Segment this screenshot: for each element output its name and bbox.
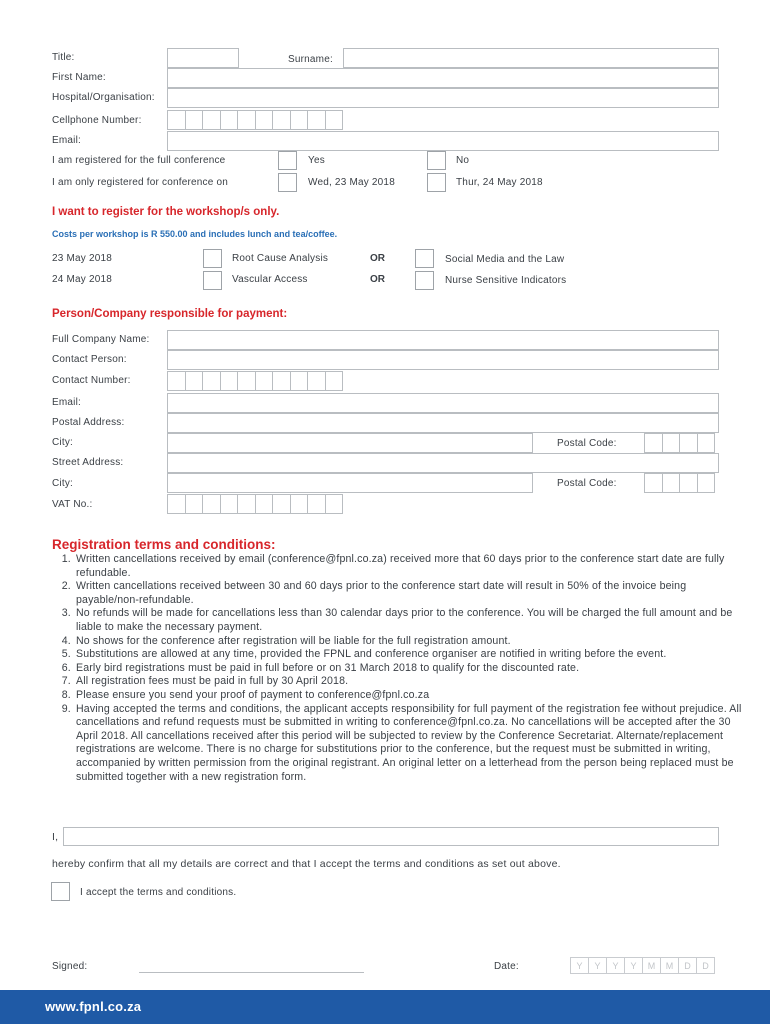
street-address-label: Street Address: xyxy=(52,457,124,468)
surname-label: Surname: xyxy=(288,54,333,65)
first-name-input[interactable] xyxy=(167,68,719,88)
workshop-costs: Costs per workshop is R 550.00 and includes lunch and tea/coffee. xyxy=(52,229,338,239)
contact-person-label: Contact Person: xyxy=(52,354,127,365)
date-cell[interactable]: D xyxy=(696,957,715,974)
vat-input[interactable] xyxy=(167,494,343,514)
workshop-social-media-checkbox[interactable] xyxy=(415,249,434,268)
workshop-root-cause-checkbox[interactable] xyxy=(203,249,222,268)
contact-person-input[interactable] xyxy=(167,350,719,370)
vat-label: VAT No.: xyxy=(52,499,93,510)
workshop-or-1: OR xyxy=(370,253,385,264)
company-label: Full Company Name: xyxy=(52,334,150,345)
postal-address-input[interactable] xyxy=(167,413,719,433)
full-conference-no-checkbox[interactable] xyxy=(427,151,446,170)
postal-address-label: Postal Address: xyxy=(52,417,125,428)
city-2-label: City: xyxy=(52,478,73,489)
postal-code-2-input[interactable] xyxy=(644,473,715,493)
payment-email-input[interactable] xyxy=(167,393,719,413)
full-conference-yes-checkbox[interactable] xyxy=(278,151,297,170)
full-conference-label: I am registered for the full conference xyxy=(52,155,226,166)
date-cell[interactable]: Y xyxy=(570,957,589,974)
payment-heading: Person/Company responsible for payment: xyxy=(52,308,288,320)
date-cell[interactable]: Y xyxy=(606,957,625,974)
company-input[interactable] xyxy=(167,330,719,350)
yes-label: Yes xyxy=(308,155,325,166)
only-conference-label: I am only registered for conference on xyxy=(52,177,229,188)
workshop-option-vascular: Vascular Access xyxy=(232,274,308,285)
date-cell[interactable]: M xyxy=(642,957,661,974)
city-2-input[interactable] xyxy=(167,473,533,493)
first-name-label: First Name: xyxy=(52,72,106,83)
i-label: I, xyxy=(52,831,59,843)
no-label: No xyxy=(456,155,470,166)
workshop-nurse-checkbox[interactable] xyxy=(415,271,434,290)
surname-input[interactable] xyxy=(343,48,719,68)
postal-code-1-label: Postal Code: xyxy=(557,438,617,449)
footer-bar xyxy=(0,990,770,1024)
date-input[interactable] xyxy=(571,957,715,974)
workshop-date-1: 23 May 2018 xyxy=(52,253,113,264)
workshop-vascular-checkbox[interactable] xyxy=(203,271,222,290)
thur-checkbox[interactable] xyxy=(427,173,446,192)
payment-email-label: Email: xyxy=(52,397,81,408)
email-label: Email: xyxy=(52,135,81,146)
email-input[interactable] xyxy=(167,131,719,151)
workshop-option-nurse: Nurse Sensitive Indicators xyxy=(445,275,567,286)
postal-code-2-label: Postal Code: xyxy=(557,478,617,489)
wed-label: Wed, 23 May 2018 xyxy=(308,177,395,188)
hospital-label: Hospital/Organisation: xyxy=(52,92,155,103)
date-cell[interactable]: Y xyxy=(624,957,643,974)
list-item: 4. No shows for the conference after registration will be liable for the full registration amount. xyxy=(74,635,744,649)
street-address-input[interactable] xyxy=(167,453,719,473)
workshop-option-social-media: Social Media and the Law xyxy=(445,254,565,265)
contact-number-label: Contact Number: xyxy=(52,375,131,386)
accept-terms-checkbox[interactable] xyxy=(51,882,70,901)
workshop-date-2: 24 May 2018 xyxy=(52,274,113,285)
list-item: 6. Early bird registrations must be paid in full before or on 31 March 2018 to qualify for the discounted rate. xyxy=(74,662,744,676)
date-cell[interactable]: Y xyxy=(588,957,607,974)
list-item: 5. Substitutions are allowed at any time, provided the FPNL and conference organiser are notified in writing before the event. xyxy=(74,648,744,662)
cellphone-input[interactable] xyxy=(167,110,343,130)
list-item: 8. Please ensure you send your proof of payment to conference@fpnl.co.za xyxy=(74,689,744,703)
accept-terms-label: I accept the terms and conditions. xyxy=(80,887,237,898)
date-cell[interactable]: D xyxy=(678,957,697,974)
hospital-input[interactable] xyxy=(167,88,719,108)
list-item: 9. Having accepted the terms and conditions, the applicant accepts responsibility for full payment of the registration fee without prejudice. All cancellations and refund requests must be submitted in writing to conference@fpnl.co.za. No cancellations will be accepted after the 30 April 2018. All cancellations received after this period will be subjected to review by the Conference Secretariat. Alternate/replacement registrations are welcome. There is no charge for substitutions prior to the conference, but the request must be submitted in writing, accompanied by written permission from the original registrant. An original letter on a letterhead from the person being replaced must be submitted together with a new registration form. xyxy=(74,703,744,785)
wed-checkbox[interactable] xyxy=(278,173,297,192)
contact-number-input[interactable] xyxy=(167,371,343,391)
footer-url-link[interactable]: www.fpnl.co.za xyxy=(45,999,142,1014)
city-1-label: City: xyxy=(52,437,73,448)
title-label: Title: xyxy=(52,52,75,63)
terms-heading: Registration terms and conditions: xyxy=(52,537,276,552)
terms-list xyxy=(52,553,744,784)
date-cell[interactable]: M xyxy=(660,957,679,974)
workshop-heading: I want to register for the workshop/s only. xyxy=(52,206,280,218)
cellphone-label: Cellphone Number: xyxy=(52,115,142,126)
thur-label: Thur, 24 May 2018 xyxy=(456,177,543,188)
declarant-name-input[interactable] xyxy=(63,827,719,846)
signed-label: Signed: xyxy=(52,961,88,972)
workshop-or-2: OR xyxy=(370,274,385,285)
postal-code-1-input[interactable] xyxy=(644,433,715,453)
city-1-input[interactable] xyxy=(167,433,533,453)
list-item: 3. No refunds will be made for cancellations less than 30 calendar days prior to the conference. You will be charged the full amount and be liable to make the necessary payment. xyxy=(74,607,744,634)
workshop-option-root-cause: Root Cause Analysis xyxy=(232,253,329,264)
signature-line[interactable] xyxy=(139,972,364,973)
confirm-text: hereby confirm that all my details are correct and that I accept the terms and conditions as set out above. xyxy=(52,858,561,870)
date-label: Date: xyxy=(494,961,519,972)
list-item: 1. Written cancellations received by email (conference@fpnl.co.za) received more that 60 days prior to the conference start date are fully refundable. xyxy=(74,553,744,580)
list-item: 2. Written cancellations received between 30 and 60 days prior to the conference start date will result in 50% of the invoice being payable/non-refundable. xyxy=(74,580,744,607)
title-input[interactable] xyxy=(167,48,239,68)
list-item: 7. All registration fees must be paid in full by 30 April 2018. xyxy=(74,675,744,689)
